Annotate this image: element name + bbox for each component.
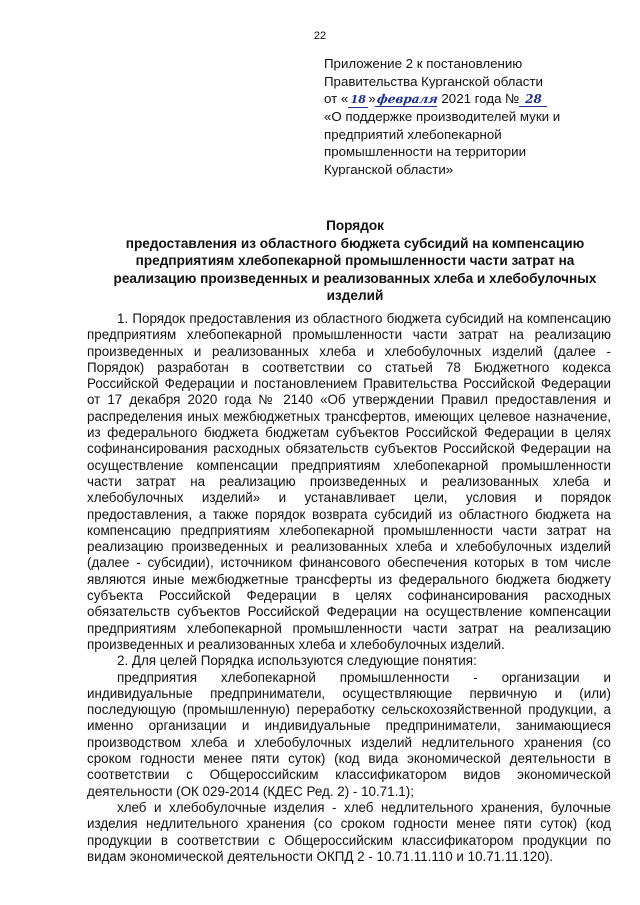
appendix-line: Приложение 2 к постановлению xyxy=(324,56,523,71)
handwritten-day: 18 xyxy=(348,93,368,108)
handwritten-number: 28 xyxy=(519,92,547,107)
page-number: 22 xyxy=(313,30,327,42)
definition-bakery-enterprises: предприятия хлебопекарной промышленности - организации и индивидуальные предприниматели, осуществляющие первичную и (или) последующую (промышленную) переработку сельскохозяйственной продукции, а именно организации и индивидуальные предприниматели, занимающиеся производством хлеба и хлебобулочных изделий недлительного хранения (со сроком годности менее пяти суток) (код вида экономической деятельности в соответствии с Общероссийским классификатором видов экономической деятельности (ОК 029-2014 (КДЕС Ред. 2) - 10.71.1); xyxy=(87,669,611,799)
date-suffix: 2021 года № xyxy=(437,91,520,106)
title-line: реализацию произведенных и реализованных хлеба и хлебобулочных xyxy=(113,270,597,286)
appendix-line: Курганской области» xyxy=(324,161,454,177)
appendix-line: «О поддержке производителей муки и xyxy=(324,109,561,124)
appendix-line: Правительства Курганской области xyxy=(324,73,543,89)
date-prefix: от « xyxy=(324,91,349,106)
document-body xyxy=(87,311,611,865)
paragraph-1: 1. Порядок предоставления из областного бюджета субсидий на компенсацию предприятиям хлебопекарной промышленности части затрат на реализацию произведенных и реализованных хлеба и хлебобулочных изделий (далее - Порядок) разработан в соответствии со статьей 78 Бюджетного кодекса Российской Федерации и постановлением Правительства Российской Федерации от 17 декабря 2020 года № 2140 «Об утверждении Правил предоставления и распределения иных межбюджетных трансфертов, имеющих целевое назначение, из федерального бюджета бюджетам субъектов Российской Федерации в целях софинансирования расходных обязательств субъектов Российской Федерации на осуществление компенсации предприятиям хлебопекарной промышленности части затрат на реализацию произведенных и реализованных хлеба и хлебобулочных изделий» и устанавливает цели, условия и порядок предоставления, а также порядок возврата субсидий из областного бюджета на компенсацию предприятиям хлебопекарной промышленности части затрат на реализацию произведенных и реализованных хлеба и хлебобулочных изделий (далее - субсидии), источником финансового обеспечения которых в том числе являются иные межбюджетные трансферты из федерального бюджета бюджету субъекта Российской Федерации в целях софинансирования расходных обязательств субъектов Российской Федерации на осуществление компенсации предприятиям хлебопекарной промышленности части затрат на реализацию произведенных и реализованных хлеба и хлебобулочных изделий. xyxy=(87,311,611,652)
appendix-block xyxy=(324,55,624,178)
title-line: Порядок xyxy=(326,218,384,233)
title-line: предприятиям хлебопекарной промышленности части затрат на xyxy=(135,253,575,269)
appendix-date-line xyxy=(324,90,624,108)
definition-bread-products: хлеб и хлебобулочные изделия - хлеб недлительного хранения, булочные изделия недлительного хранения (со сроком годности менее пяти суток) (код продукции в соответствии с Общероссийским классификатором продукции по видам экономической деятельности ОКПД 2 - 10.71.11.110 и 10.71.11.120). xyxy=(87,799,611,864)
paragraph-2: 2. Для целей Порядка используются следующие понятия: xyxy=(117,653,477,669)
appendix-line: промышленности на территории xyxy=(324,144,527,159)
title-line: предоставления из областного бюджета субсидий на компенсацию xyxy=(125,235,585,251)
document-title xyxy=(82,217,628,305)
title-line: изделий xyxy=(326,288,384,304)
appendix-line: предприятий хлебопекарной xyxy=(324,126,502,142)
date-mid: » xyxy=(368,91,376,106)
handwritten-month: февраля xyxy=(375,92,439,106)
